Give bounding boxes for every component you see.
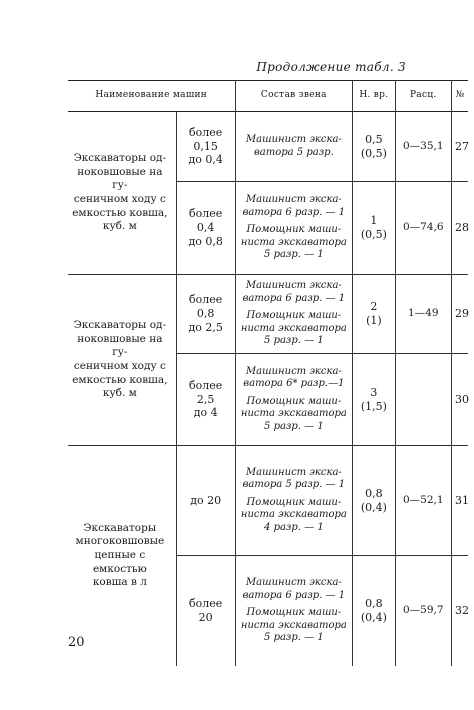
row-number: 30 (452, 354, 469, 446)
machine-group-name: Экскаваторы многоковшовые цепные с емкостью ковша в л (68, 446, 176, 666)
crew-composition: Машинист экска- ватора 6* разр.—1 Помощник маши- ниста экскаватора 5 разр. — 1 (235, 354, 353, 446)
rate: 0—59,7 (395, 556, 451, 666)
table-continuation-label: Продолжение табл. 3 (256, 60, 406, 74)
machine-group-name: Экскаваторы од- ноковшовые на гу- сеничном ходу с емкостью ковша, куб. м (68, 112, 176, 275)
time-norm: 0,8 (0,4) (353, 556, 395, 666)
row-number: 27 (452, 112, 469, 182)
bucket-size: до 20 (176, 446, 235, 556)
crew-composition: Машинист экска- ватора 6 разр. — 1 Помощник маши- ниста экскаватора 5 разр. — 1 (235, 275, 353, 354)
bucket-size: более 2,5 до 4 (176, 354, 235, 446)
time-norm: 3 (1,5) (353, 354, 395, 446)
header-crew: Состав звена (235, 81, 353, 112)
time-norm: 0,5 (0,5) (353, 112, 395, 182)
rate: 1—49 (395, 275, 451, 354)
machine-group-name: Экскаваторы од- ноковшовые на гу- сеничном ходу с емкостью ковша, куб. м (68, 275, 176, 446)
rate (395, 354, 451, 446)
time-norm: 1 (0,5) (353, 182, 395, 275)
header-rate: Расц. (395, 81, 451, 112)
bucket-size: более 0,15 до 0,4 (176, 112, 235, 182)
row-number: 31 (452, 446, 469, 556)
rate: 0—74,6 (395, 182, 451, 275)
time-norm: 0,8 (0,4) (353, 446, 395, 556)
rate: 0—52,1 (395, 446, 451, 556)
row-number: 29 (452, 275, 469, 354)
table-row (68, 446, 468, 556)
crew-composition: Машинист экска- ватора 5 разр. — 1 Помощник маши- ниста экскаватора 4 разр. — 1 (235, 446, 353, 556)
crew-composition: Машинист экска- ватора 5 разр. (235, 112, 353, 182)
table-row (68, 275, 468, 354)
header-machine-name: Наименование машин (68, 81, 235, 112)
header-time-norm: Н. вр. (353, 81, 395, 112)
bucket-size: более 0,8 до 2,5 (176, 275, 235, 354)
row-number: 28 (452, 182, 469, 275)
crew-composition: Машинист экска- ватора 6 разр. — 1 Помощник маши- ниста экскаватора 5 разр. — 1 (235, 182, 353, 275)
time-norm: 2 (1) (353, 275, 395, 354)
row-number: 32 (455, 603, 469, 617)
bucket-size: более 20 (176, 556, 235, 666)
rate: 0—35,1 (395, 112, 451, 182)
bucket-size: более 0,4 до 0,8 (176, 182, 235, 275)
table-header-row (68, 81, 468, 112)
table-row (68, 112, 468, 182)
header-number: № (452, 81, 469, 112)
norms-table (68, 80, 468, 666)
crew-composition: Машинист экска- ватора 6 разр. — 1 Помощник маши- ниста экскаватора 5 разр. — 1 (235, 556, 353, 666)
page-number: 20 (68, 635, 85, 650)
